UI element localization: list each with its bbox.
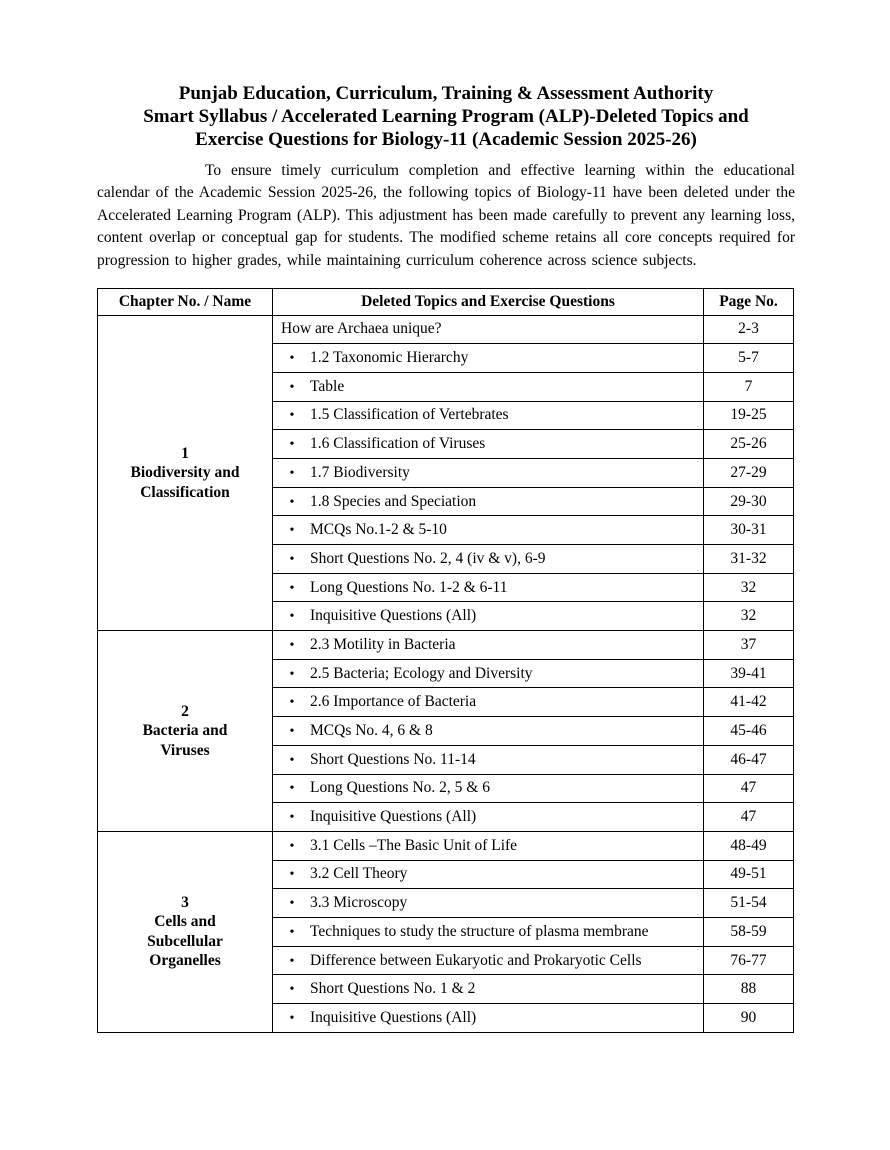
chapter-name-line: Subcellular [147, 932, 223, 950]
document-title [97, 82, 795, 151]
deleted-topics-table-body [98, 315, 794, 1032]
chapter-name-line: Cells and [154, 913, 216, 931]
topic-text: Long Questions No. 1-2 & 6-11 [310, 578, 508, 596]
bullet-icon: • [289, 1010, 295, 1026]
page-number-cell: 31-32 [704, 545, 794, 574]
bullet-icon: • [289, 351, 295, 367]
title-line-2: Smart Syllabus / Accelerated Learning Program (ALP)-Deleted Topics and [143, 106, 749, 127]
chapter-name-line: Biodiversity and [130, 464, 240, 482]
page-number-cell: 2-3 [704, 315, 794, 344]
topic-cell [273, 516, 704, 545]
topic-text: 1.2 Taxonomic Hierarchy [310, 349, 469, 367]
table-row [98, 315, 794, 344]
chapter-name-line: Organelles [149, 952, 221, 970]
page-number-cell: 19-25 [704, 401, 794, 430]
table-row [98, 631, 794, 660]
topic-text: 1.5 Classification of Vertebrates [310, 406, 509, 424]
table-row [98, 831, 794, 860]
topic-cell [273, 344, 704, 373]
header-chapter: Chapter No. / Name [98, 288, 273, 315]
topic-cell [273, 831, 704, 860]
page-number-cell: 49-51 [704, 860, 794, 889]
topic-text: Short Questions No. 2, 4 (iv & v), 6-9 [310, 549, 546, 567]
bullet-icon: • [289, 666, 295, 682]
topic-text: MCQs No.1-2 & 5-10 [310, 521, 447, 539]
chapter-name-line: Bacteria and [142, 722, 228, 740]
page-number-cell: 25-26 [704, 430, 794, 459]
topic-text: 1.6 Classification of Viruses [310, 435, 486, 453]
page-number-cell: 47 [704, 803, 794, 832]
topic-text: Short Questions No. 1 & 2 [310, 980, 476, 998]
page-number-cell: 47 [704, 774, 794, 803]
chapter-name-line: Viruses [160, 741, 210, 759]
bullet-icon: • [289, 867, 295, 883]
bullet-icon: • [289, 437, 295, 453]
topic-cell [273, 430, 704, 459]
topic-cell [273, 659, 704, 688]
chapter-name-line: Classification [140, 483, 230, 501]
page-number-cell: 7 [704, 372, 794, 401]
topic-text: 3.2 Cell Theory [310, 865, 408, 883]
page-number-cell: 45-46 [704, 717, 794, 746]
bullet-icon: • [289, 465, 295, 481]
topic-cell [273, 372, 704, 401]
bullet-icon: • [289, 695, 295, 711]
table-header-row [98, 288, 794, 315]
header-page-no: Page No. [704, 288, 794, 315]
topic-text: Techniques to study the structure of plasma membrane [310, 922, 649, 940]
page-number-cell: 88 [704, 975, 794, 1004]
topic-cell [273, 688, 704, 717]
page-number-cell: 5-7 [704, 344, 794, 373]
topic-text: 2.3 Motility in Bacteria [310, 635, 456, 653]
page-number-cell: 27-29 [704, 458, 794, 487]
topic-cell [273, 487, 704, 516]
topic-cell [273, 774, 704, 803]
topic-text: Inquisitive Questions (All) [310, 808, 477, 826]
topic-cell [273, 545, 704, 574]
topic-cell [273, 1004, 704, 1033]
bullet-icon: • [289, 408, 295, 424]
bullet-icon: • [289, 896, 295, 912]
deleted-topics-table [97, 288, 794, 1033]
topic-cell [273, 860, 704, 889]
bullet-icon: • [289, 609, 295, 625]
bullet-icon: • [289, 953, 295, 969]
topic-text: 3.3 Microscopy [310, 894, 408, 912]
topic-cell [273, 946, 704, 975]
topic-cell [273, 917, 704, 946]
topic-text: Difference between Eukaryotic and Prokaryotic Cells [310, 951, 642, 969]
page-number-cell: 29-30 [704, 487, 794, 516]
topic-text: How are Archaea unique? [281, 320, 442, 338]
bullet-icon: • [289, 810, 295, 826]
chapter-name-cell [98, 831, 273, 1032]
topic-cell [273, 889, 704, 918]
bullet-icon: • [289, 637, 295, 653]
topic-cell [273, 975, 704, 1004]
topic-cell [273, 631, 704, 660]
topic-text: Inquisitive Questions (All) [310, 1008, 477, 1026]
page-number-cell: 32 [704, 573, 794, 602]
topic-cell [273, 573, 704, 602]
chapter-name-line: 1 [181, 444, 189, 462]
bullet-icon: • [289, 551, 295, 567]
page-number-cell: 76-77 [704, 946, 794, 975]
chapter-name-cell [98, 315, 273, 631]
bullet-icon: • [289, 781, 295, 797]
topic-text: Inquisitive Questions (All) [310, 607, 477, 625]
topic-text: MCQs No. 4, 6 & 8 [310, 722, 433, 739]
topic-text: 3.1 Cells –The Basic Unit of Life [310, 836, 518, 854]
topic-text: Table [310, 377, 345, 395]
topic-text: Short Questions No. 11-14 [310, 750, 476, 768]
page-number-cell: 32 [704, 602, 794, 631]
topic-text: 2.6 Importance of Bacteria [310, 693, 477, 711]
header-deleted-topics: Deleted Topics and Exercise Questions [273, 288, 704, 315]
chapter-name-line: 3 [181, 893, 189, 911]
intro-paragraph: To ensure timely curriculum completion and effective learning within the educational calendar of the Academic Session 2025-26, the following topics of Biology-11 have been deleted under the Accelerated Learning Program (ALP). This adjustment has been made carefully to prevent any learning loss, content overlap or conceptual gap for students. The modified scheme retains all core concepts required for progression to higher grades, while maintaining curriculum coherence across science subjects. [97, 162, 795, 269]
topic-text: 1.7 Biodiversity [310, 463, 410, 481]
topic-cell [273, 458, 704, 487]
page-number-cell: 58-59 [704, 917, 794, 946]
topic-text: 2.5 Bacteria; Ecology and Diversity [310, 664, 533, 682]
chapter-name-line: 2 [181, 702, 189, 720]
page-number-cell: 41-42 [704, 688, 794, 717]
bullet-icon: • [289, 523, 295, 539]
page-number-cell: 30-31 [704, 516, 794, 545]
bullet-icon: • [289, 838, 295, 854]
bullet-icon: • [289, 982, 295, 998]
page-number-cell: 46-47 [704, 745, 794, 774]
bullet-icon: • [289, 924, 295, 940]
bullet-icon: • [289, 379, 295, 395]
page-number-cell: 37 [704, 631, 794, 660]
topic-cell [273, 401, 704, 430]
bullet-icon: • [289, 580, 295, 596]
page-number-cell: 39-41 [704, 659, 794, 688]
topic-cell [273, 602, 704, 631]
topic-text: Long Questions No. 2, 5 & 6 [310, 779, 490, 797]
topic-cell [273, 315, 704, 344]
page-number-cell: 51-54 [704, 889, 794, 918]
topic-cell [273, 803, 704, 832]
title-line-1: Punjab Education, Curriculum, Training & Assessment Authority [178, 83, 714, 104]
topic-text: 1.8 Species and Speciation [310, 492, 477, 510]
table-header [98, 288, 794, 315]
topic-cell [273, 745, 704, 774]
bullet-icon: • [289, 752, 295, 768]
page-number-cell: 90 [704, 1004, 794, 1033]
bullet-icon: • [289, 724, 295, 739]
bullet-icon: • [289, 494, 295, 510]
topic-cell [273, 717, 704, 746]
chapter-name-cell [98, 631, 273, 832]
page-number-cell: 48-49 [704, 831, 794, 860]
title-line-3: Exercise Questions for Biology-11 (Academic Session 2025-26) [195, 129, 697, 150]
